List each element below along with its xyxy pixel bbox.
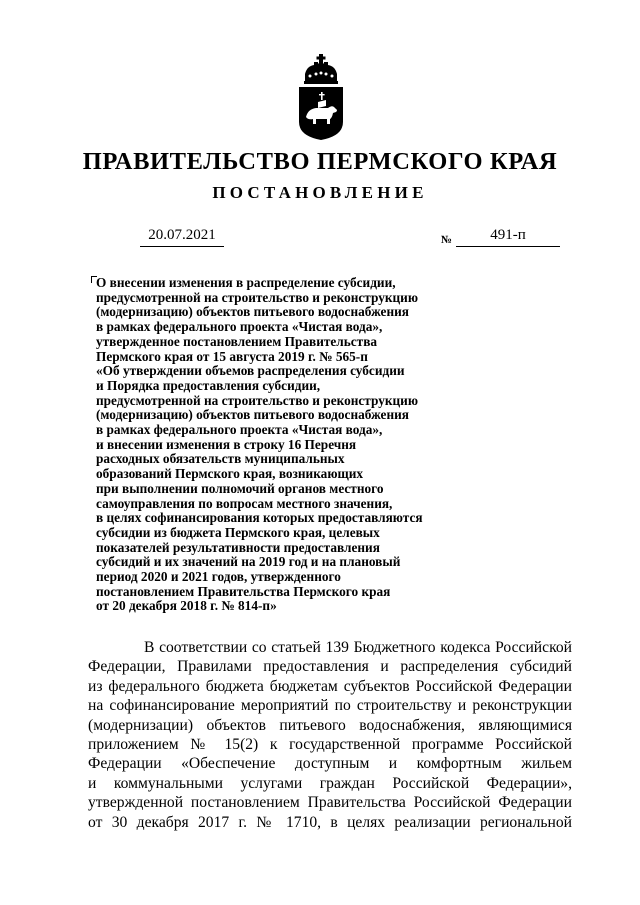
- subject-line: субсидий и их значений на 2019 год и на плановый: [96, 554, 401, 570]
- body-line: Федерации «Обеспечение доступным и комфортным жильем: [88, 755, 572, 773]
- subject-line: при выполнении полномочий органов местного: [96, 480, 384, 496]
- subject-line: предусмотренной на строительство и реконструкцию: [96, 289, 418, 305]
- decree-body-paragraph: [88, 638, 572, 832]
- body-line: приложением № 15(2) к государственной программе Российской: [88, 736, 572, 754]
- subject-line: период 2020 и 2021 годов, утвержденного: [96, 569, 341, 585]
- coat-of-arms-emblem: [292, 52, 350, 142]
- subject-line: в рамках федерального проекта «Чистая вода»,: [96, 422, 383, 438]
- document-type-title: ПОСТАНОВЛЕНИЕ: [212, 183, 428, 202]
- crown-icon: [304, 54, 338, 84]
- subject-line: «Об утверждении объемов распределения субсидии: [96, 363, 405, 379]
- bear-shield-icon: [299, 87, 343, 140]
- subject-line: самоуправления по вопросам местного значения,: [96, 495, 393, 511]
- subject-line: (модернизацию) объектов питьевого водоснабжения: [96, 407, 409, 423]
- body-line: из федерального бюджета бюджетам субъектов Российской Федерации: [88, 677, 572, 695]
- document-number: 491-п: [456, 227, 560, 247]
- body-line: (модернизации) объектов питьевого водоснабжения, являющимися: [88, 716, 572, 734]
- document-date: 20.07.2021: [140, 227, 224, 247]
- government-title: ПРАВИТЕЛЬСТВО ПЕРМСКОГО КРАЯ: [82, 148, 558, 175]
- subject-line: расходных обязательств муниципальных: [96, 451, 345, 467]
- body-line: на софинансирование мероприятий по строительству и реконструкции: [88, 697, 572, 715]
- body-line: и коммунальными услугами граждан Российской Федерации»,: [88, 774, 572, 792]
- subject-line: от 20 декабря 2018 г. № 814-п»: [96, 598, 277, 614]
- subject-line: предусмотренной на строительство и реконструкцию: [96, 392, 418, 408]
- subject-line: субсидии из бюджета Пермского края, целевых: [96, 524, 380, 540]
- subject-line: (модернизацию) объектов питьевого водоснабжения: [96, 304, 409, 320]
- decree-subject: [96, 276, 516, 614]
- subject-line: и внесении изменения в строку 16 Перечня: [96, 436, 357, 452]
- subject-line: образований Пермского края, возникающих: [96, 466, 364, 482]
- subject-line: в целях софинансирования которых предоставляются: [96, 510, 423, 526]
- body-line: утвержденной постановлением Правительства Российской Федерации: [88, 794, 572, 812]
- subject-line: Пермского края от 15 августа 2019 г. № 565-п: [96, 348, 368, 364]
- subject-line: в рамках федерального проекта «Чистая вода»,: [96, 319, 383, 335]
- subject-line: постановлением Правительства Пермского края: [96, 583, 391, 599]
- body-line: Федерации, Правилами предоставления и распределения субсидий: [88, 658, 572, 676]
- subject-line: О внесении изменения в распределение субсидии,: [96, 275, 396, 290]
- body-line: В соответствии со статьей 139 Бюджетного кодекса Российской: [144, 639, 572, 656]
- number-sign: №: [441, 234, 453, 246]
- body-line: от 30 декабря 2017 г. № 1710, в целях реализации региональной: [88, 813, 572, 831]
- subject-line: показателей результативности предоставления: [96, 539, 380, 555]
- subject-line: утвержденное постановлением Правительства: [96, 333, 378, 349]
- subject-line: и Порядка предоставления субсидии,: [96, 377, 321, 393]
